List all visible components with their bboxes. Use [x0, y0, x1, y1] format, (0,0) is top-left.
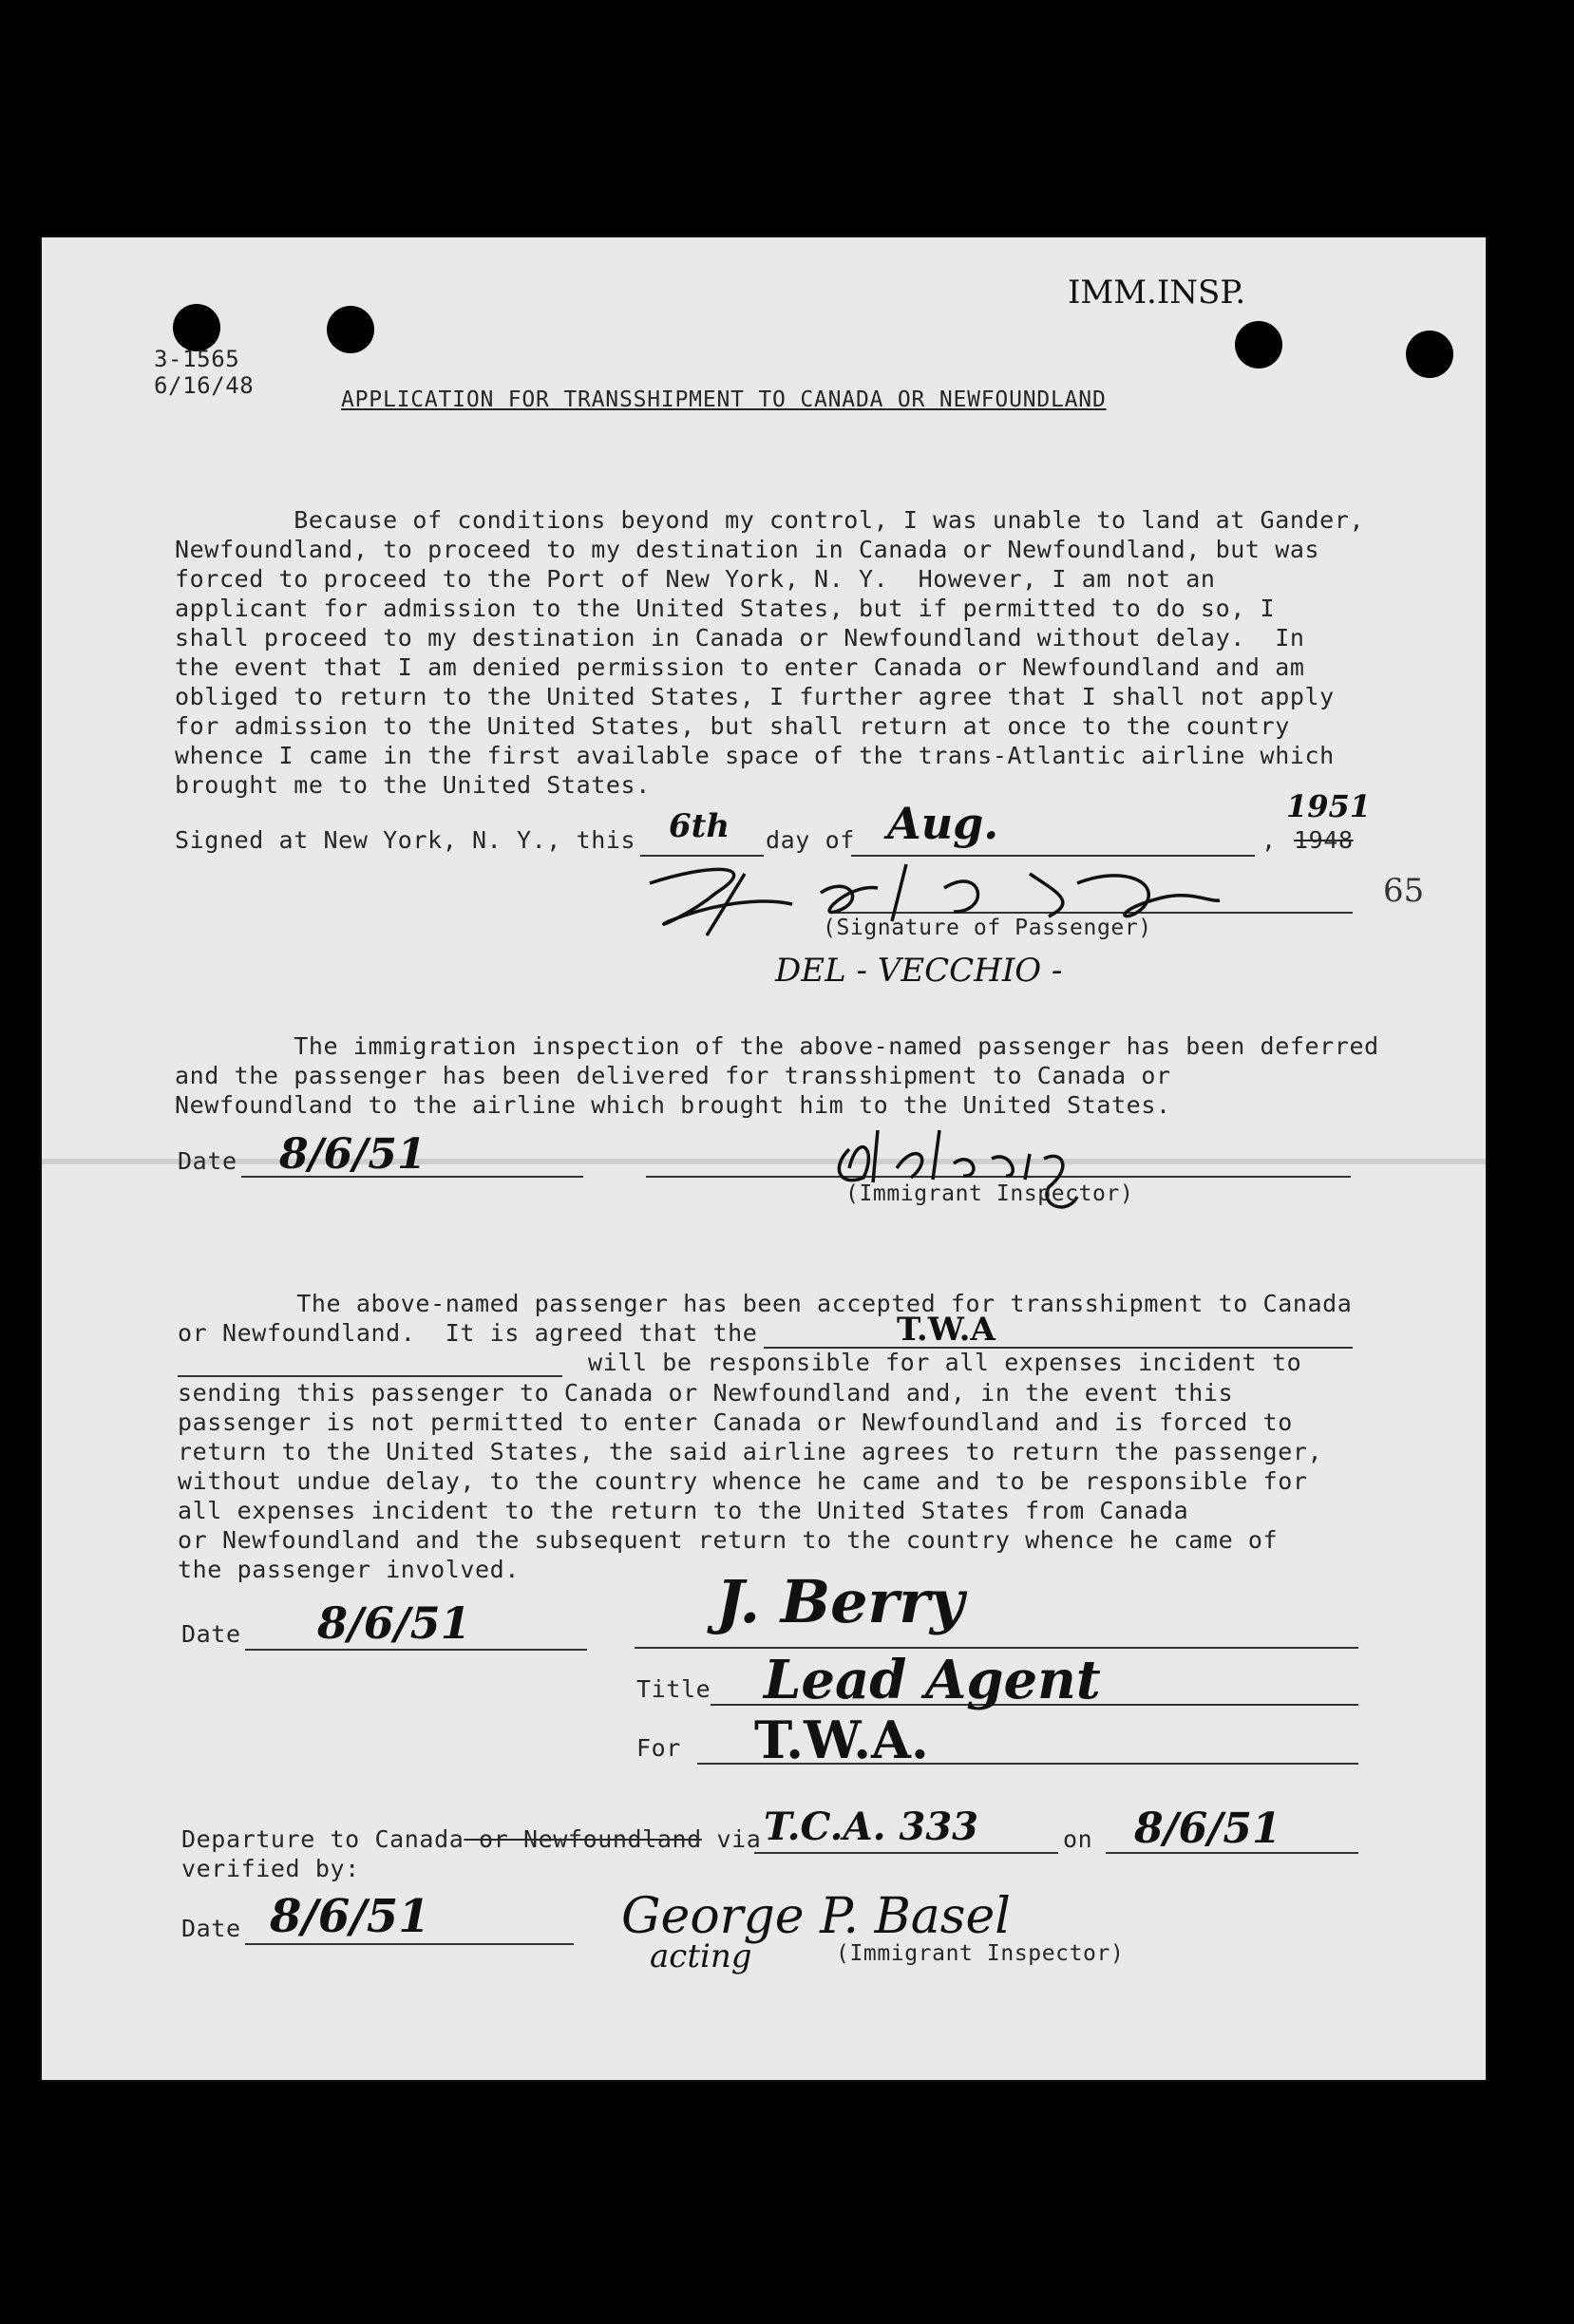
- acceptance-line: return to the United States, the said airline agrees to return the passenger,: [178, 1438, 1323, 1465]
- form-number: 3-1565: [154, 346, 240, 372]
- form-date: 6/16/48: [154, 372, 255, 399]
- acceptance-line: sending this passenger to Canada or Newfoundland and, in the event this: [178, 1379, 1234, 1407]
- declaration-line: applicant for admission to the United States, but if permitted to do so, I: [175, 595, 1276, 622]
- year-written: 1951: [1286, 788, 1372, 824]
- inspection-date-label: Date: [178, 1147, 237, 1175]
- passenger-name: DEL - VECCHIO -: [775, 952, 1063, 990]
- verified-label: verified by:: [181, 1855, 360, 1882]
- side-number: 65: [1383, 872, 1425, 910]
- acceptance-line: the passenger involved.: [178, 1556, 520, 1583]
- declaration-line: brought me to the United States.: [175, 771, 651, 799]
- acceptance-line: all expenses incident to the return to the United States from Canada: [178, 1497, 1189, 1524]
- declaration-line: for admission to the United States, but shall return at once to the country: [175, 712, 1290, 740]
- punch-hole: [173, 304, 220, 351]
- declaration-line: whence I came in the first available space of the trans-Atlantic airline which: [175, 742, 1335, 769]
- declaration-line: shall proceed to my destination in Canada or Newfoundland without delay. In: [175, 624, 1305, 652]
- acceptance-text: [178, 1378, 1413, 1584]
- day-value: 6th: [669, 807, 730, 845]
- inspection-date-value: 8/6/51: [279, 1130, 427, 1179]
- declaration-line: Because of conditions beyond my control, I was unable to land at Gander,: [175, 506, 1365, 534]
- stamp-note: IMM.INSP.: [1068, 274, 1246, 312]
- year-comma: ,: [1261, 826, 1277, 854]
- inspection-line: and the passenger has been delivered for transshipment to Canada or: [175, 1062, 1171, 1089]
- signed-prefix: Signed at New York, N. Y., this: [175, 826, 636, 854]
- inspection-text: [175, 1031, 1410, 1120]
- acceptance-date-label: Date: [181, 1620, 241, 1648]
- declaration-line: obliged to return to the United States, I further agree that I shall not apply: [175, 683, 1335, 710]
- punch-hole: [1406, 331, 1453, 378]
- acceptance-line: passenger is not permitted to enter Canada or Newfoundland and is forced to: [178, 1408, 1293, 1436]
- departure-date-label: Date: [181, 1915, 241, 1942]
- title-label: Title: [636, 1675, 711, 1703]
- declaration-line: forced to proceed to the Port of New York, N. Y. However, I am not an: [175, 565, 1216, 593]
- form-title: APPLICATION FOR TRANSSHIPMENT TO CANADA OR NEWFOUNDLAND: [341, 387, 1107, 412]
- acceptance-line-3: will be responsible for all expenses incident to: [588, 1349, 1302, 1376]
- verifier-caption: (Immigrant Inspector): [836, 1941, 1125, 1966]
- via-label: via: [701, 1825, 762, 1853]
- inspection-line: The immigration inspection of the above-named passenger has been deferred: [175, 1032, 1379, 1060]
- on-value: 8/6/51: [1134, 1804, 1281, 1853]
- declaration-text: [175, 505, 1410, 800]
- page-fold: [42, 1159, 1486, 1164]
- punch-hole: [1235, 321, 1282, 368]
- acceptance-line-2: or Newfoundland. It is agreed that the: [178, 1319, 758, 1347]
- for-value: T.W.A.: [754, 1710, 929, 1770]
- declaration-line: Newfoundland, to proceed to my destination in Canada or Newfoundland, but was: [175, 536, 1320, 563]
- agent-signature: J. Berry: [716, 1567, 964, 1636]
- declaration-line: the event that I am denied permission to enter Canada or Newfoundland and am: [175, 653, 1305, 681]
- acceptance-date-value: 8/6/51: [317, 1597, 471, 1649]
- acceptance-date-line: [245, 1649, 587, 1651]
- on-label: on: [1063, 1825, 1093, 1853]
- passenger-signature-caption: (Signature of Passenger): [823, 916, 1152, 940]
- departure-line: [181, 1825, 761, 1853]
- departure-date-line: [245, 1943, 574, 1945]
- airline-line-2: [178, 1375, 562, 1377]
- title-value: Lead Agent: [764, 1649, 1101, 1711]
- acceptance-line: without undue delay, to the country whence he came and to be responsible for: [178, 1467, 1308, 1495]
- form-page: [42, 237, 1486, 2080]
- acceptance-line-1: The above-named passenger has been accepted for transshipment to Canada: [178, 1290, 1353, 1317]
- verifier-signature: George P. Basel: [621, 1888, 1011, 1945]
- punch-hole: [327, 306, 374, 353]
- acceptance-line: or Newfoundland and the subsequent return to the country whence he came of: [178, 1526, 1279, 1554]
- year-printed: 1948: [1294, 826, 1354, 854]
- for-label: For: [636, 1734, 681, 1762]
- day-of-label: day of: [766, 826, 855, 854]
- inspector-caption: (Immigrant Inspector): [845, 1181, 1134, 1206]
- acting-note: acting: [650, 1937, 752, 1975]
- departure-prefix: Departure to Canada: [181, 1825, 465, 1853]
- month-value: Aug.: [887, 798, 999, 849]
- inspection-line: Newfoundland to the airline which brought him to the United States.: [175, 1091, 1171, 1119]
- departure-struck: or Newfoundland: [464, 1825, 702, 1853]
- airline-value: T.W.A: [897, 1311, 996, 1349]
- departure-date-value: 8/6/51: [270, 1890, 430, 1943]
- via-line: [754, 1852, 1058, 1854]
- via-value: T.C.A. 333: [764, 1804, 978, 1849]
